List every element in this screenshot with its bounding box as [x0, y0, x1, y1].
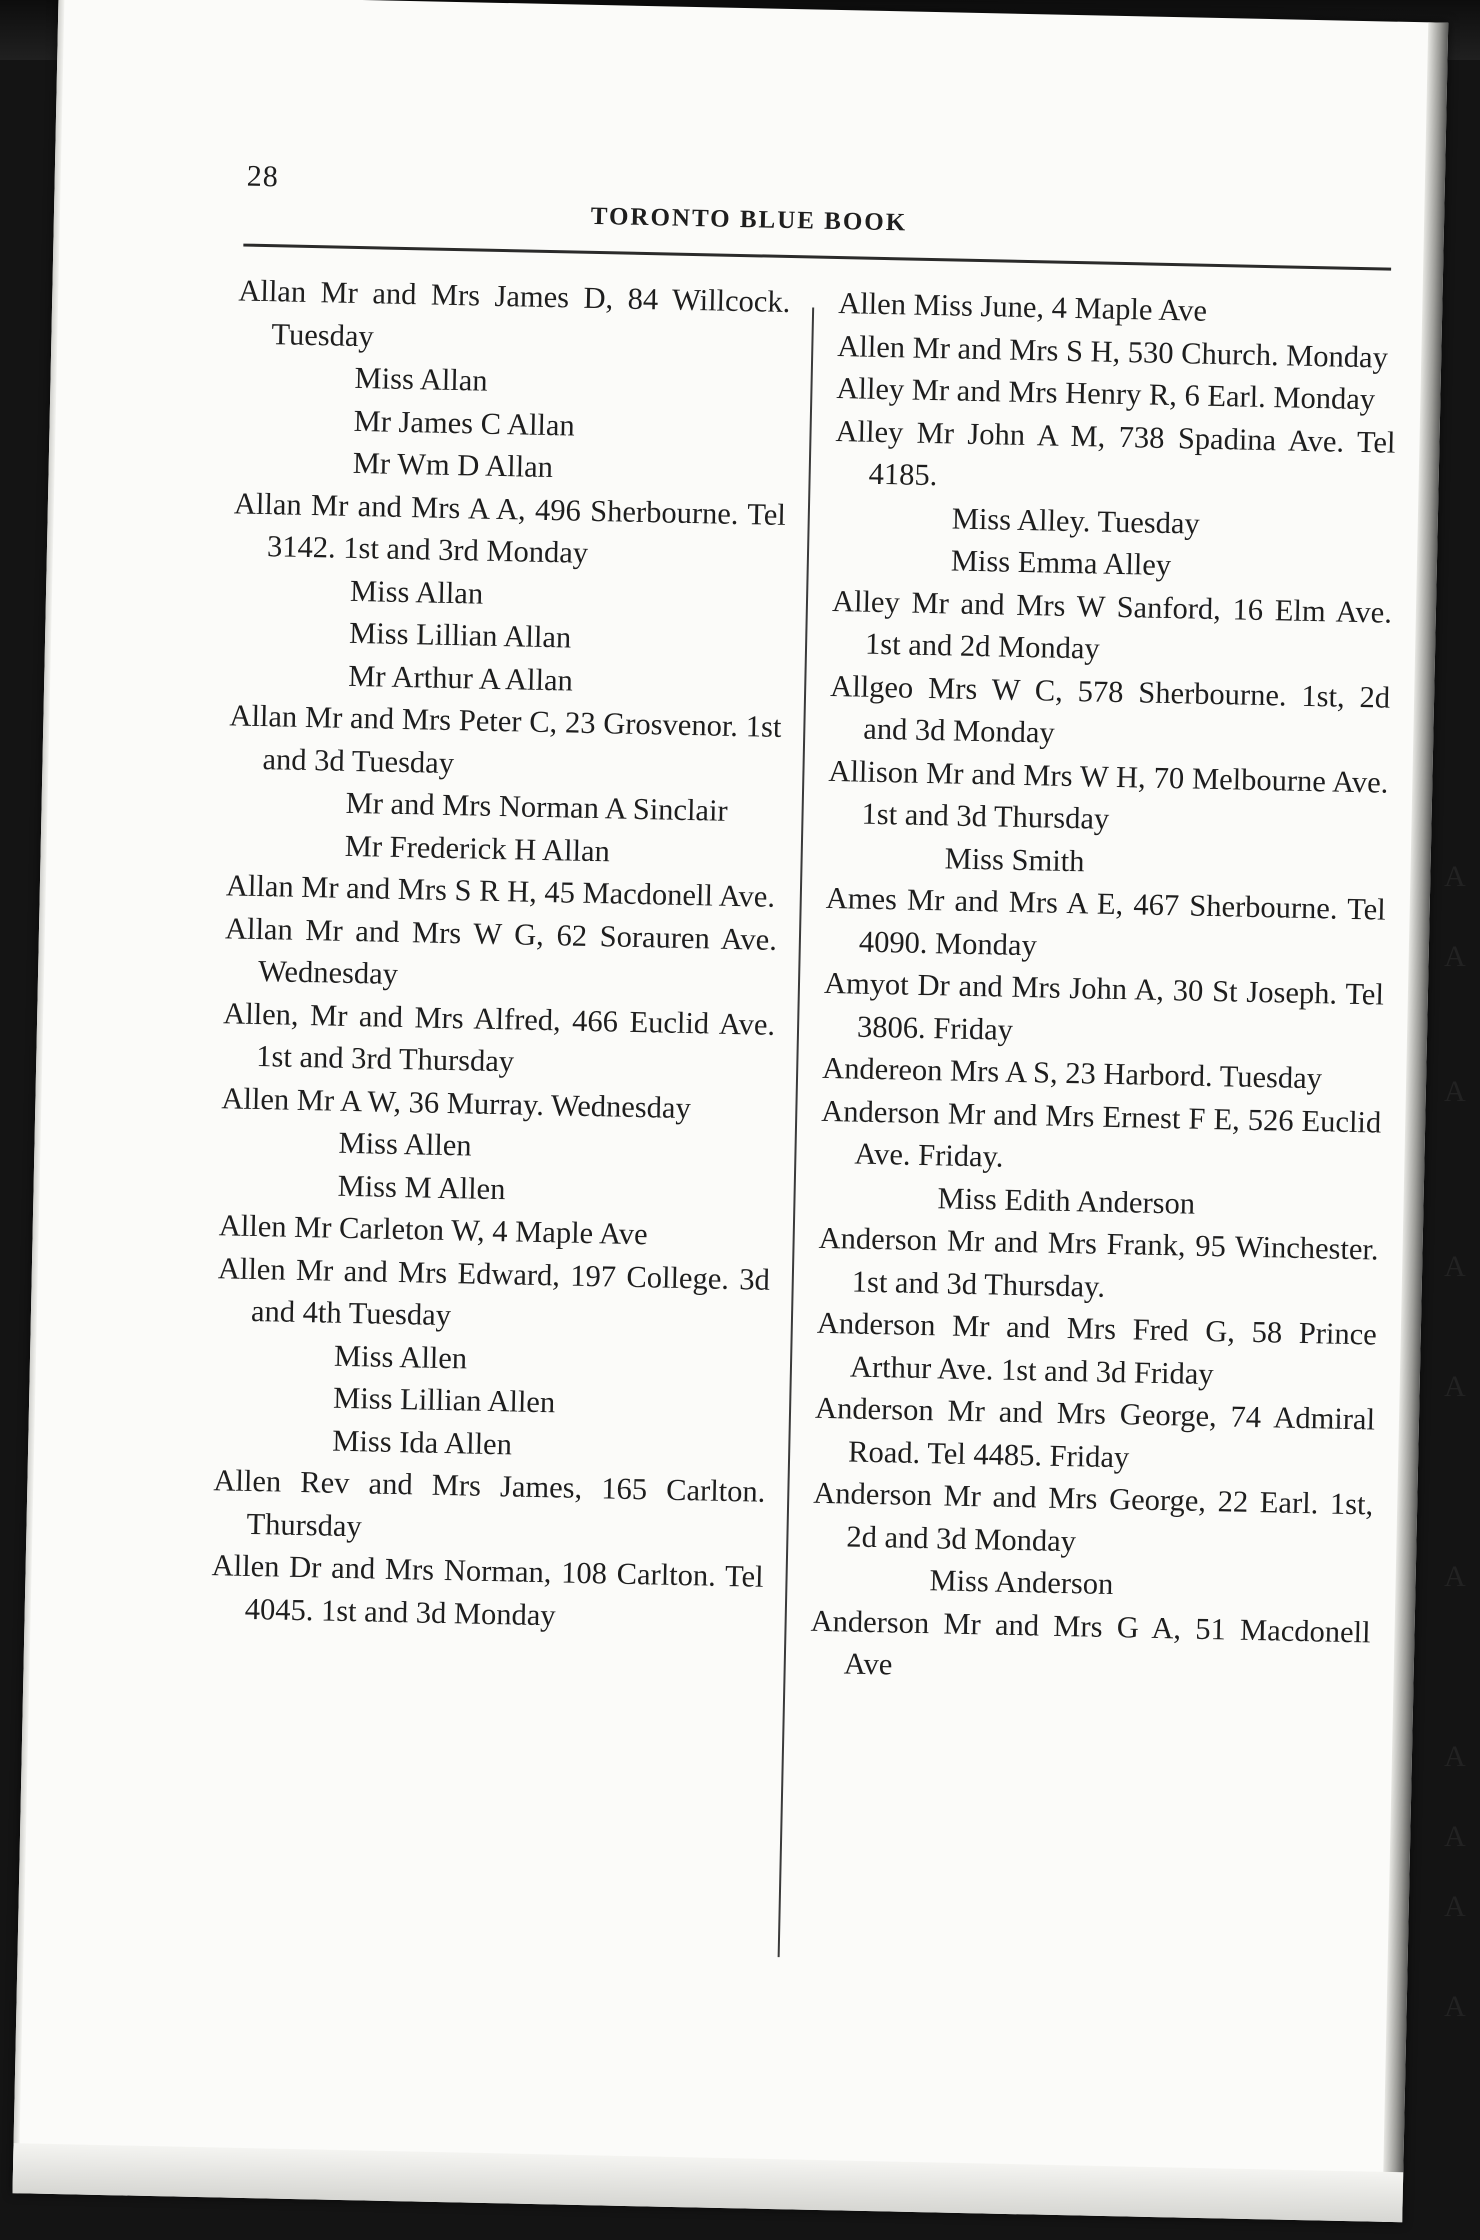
- directory-entry: Allen Mr and Mrs Edward, 197 College. 3d and 4th Tuesday: [217, 1250, 771, 1333]
- directory-entry: Allen Mr A W, 36 Murray. Wednesday: [221, 1080, 692, 1125]
- edge-letter: A: [1444, 1990, 1466, 2023]
- directory-entry: Ames Mr and Mrs A E, 467 Sherbourne. Tel 4090. Monday: [825, 880, 1387, 962]
- household-member: Miss Anderson: [929, 1563, 1114, 1602]
- directory-entry: Anderson Mr and Mrs George, 22 Earl. 1st, 2d and 3d Monday: [812, 1475, 1374, 1558]
- edge-letter: A: [1444, 1250, 1466, 1283]
- household-member: Miss Edith Anderson: [937, 1180, 1196, 1221]
- edge-letter: A: [1444, 940, 1466, 973]
- directory-entry: Allen Miss June, 4 Maple Ave: [837, 286, 1208, 328]
- directory-entry: Allan Mr and Mrs W G, 62 Sorauren Ave. Wednesday: [224, 910, 778, 991]
- left-column: [210, 269, 790, 1640]
- directory-entry: Alley Mr and Mrs Henry R, 6 Earl. Monday: [836, 371, 1376, 417]
- next-page-edge: [1440, 0, 1480, 2240]
- page-number: 28: [246, 159, 280, 194]
- edge-letter: A: [1444, 1740, 1466, 1773]
- running-head-title: TORONTO BLUE BOOK: [590, 202, 908, 237]
- household-member: Miss Allen: [333, 1338, 468, 1375]
- household-member: Miss Alley. Tuesday: [951, 500, 1201, 541]
- directory-entry: Alley Mr John A M, 738 Spadina Ave. Tel 4185.: [835, 413, 1396, 493]
- edge-letter: A: [1444, 1560, 1466, 1593]
- directory-entry: Allison Mr and Mrs W H, 70 Melbourne Ave. 1st and 3d Thursday: [828, 753, 1389, 836]
- household-member: Miss Emma Alley: [950, 543, 1172, 583]
- household-member: Mr Arthur A Allan: [348, 658, 574, 698]
- book-page: [13, 0, 1449, 2222]
- directory-entry: Amyot Dr and Mrs John A, 30 St Joseph. Tel 3806. Friday: [823, 965, 1385, 1047]
- household-member: Miss M Allen: [337, 1168, 506, 1206]
- household-member: Mr and Mrs Norman A Sinclair: [345, 785, 729, 828]
- edge-letter: A: [1444, 860, 1466, 893]
- directory-entry: Alley Mr and Mrs W Sanford, 16 Elm Ave. 1st and 2d Monday: [831, 583, 1393, 666]
- edge-letter: A: [1444, 1820, 1466, 1853]
- right-column: [809, 282, 1398, 1696]
- directory-entry: Allan Mr and Mrs A A, 496 Sherbourne. Tel 3142. 1st and 3rd Monday: [233, 485, 787, 570]
- directory-entry: Allen Dr and Mrs Norman, 108 Carlton. Tel 4045. 1st and 3d Monday: [211, 1548, 764, 1632]
- household-member: Mr James C Allan: [353, 403, 576, 443]
- directory-entry: Anderson Mr and Mrs G A, 51 Macdonell Ave: [810, 1603, 1371, 1682]
- directory-entry: Anderson Mr and Mrs Frank, 95 Winchester. 1st and 3d Thursday.: [818, 1220, 1379, 1304]
- household-member: Miss Lillian Allan: [348, 615, 572, 655]
- page-bottom-shadow: [13, 2143, 1404, 2222]
- household-member: Miss Allan: [349, 573, 484, 611]
- household-member: Mr Frederick H Allan: [344, 828, 611, 868]
- directory-entry: Anderson Mr and Mrs Fred G, 58 Prince Arthur Ave. 1st and 3d Friday: [816, 1305, 1378, 1391]
- edge-letter: A: [1444, 1890, 1466, 1923]
- directory-entry: Anderson Mr and Mrs Ernest F E, 526 Euclid Ave. Friday.: [821, 1093, 1382, 1174]
- household-member: Mr Wm D Allan: [352, 445, 554, 485]
- household-member: Miss Allen: [338, 1125, 472, 1163]
- directory-entry: Allen Mr Carleton W, 4 Maple Ave: [218, 1208, 648, 1252]
- directory-entry: Allgeo Mrs W C, 578 Sherbourne. 1st, 2d and 3d Monday: [829, 668, 1391, 750]
- directory-entry: Andereon Mrs A S, 23 Harbord. Tuesday: [821, 1050, 1323, 1096]
- edge-letter: A: [1444, 1370, 1466, 1403]
- directory-entry: Allan Mr and Mrs Peter C, 23 Grosvenor. 1st and 3d Tuesday: [229, 698, 782, 780]
- directory-entry: Allen, Mr and Mrs Alfred, 466 Euclid Ave. 1st and 3rd Thursday: [222, 995, 776, 1079]
- directory-entry: Allen Mr and Mrs S H, 530 Church. Monday: [837, 328, 1389, 375]
- edge-letter: A: [1444, 1075, 1466, 1108]
- header-rule: [243, 244, 1391, 271]
- page-left-edge: [13, 0, 65, 2193]
- household-member: Miss Allan: [354, 360, 488, 398]
- directory-entry: Allen Rev and Mrs James, 165 Carlton. Thursday: [213, 1463, 766, 1543]
- directory-entry: Allan Mr and Mrs James D, 84 Willcock. Tuesday: [238, 273, 791, 353]
- household-member: Miss Smith: [944, 840, 1085, 878]
- household-member: Miss Ida Allen: [331, 1423, 513, 1461]
- directory-entry: Anderson Mr and Mrs George, 74 Admiral Road. Tel 4485. Friday: [814, 1390, 1376, 1474]
- household-member: Miss Lillian Allen: [332, 1380, 556, 1420]
- directory-entry: Allan Mr and Mrs S R H, 45 Macdonell Ave.: [225, 868, 776, 914]
